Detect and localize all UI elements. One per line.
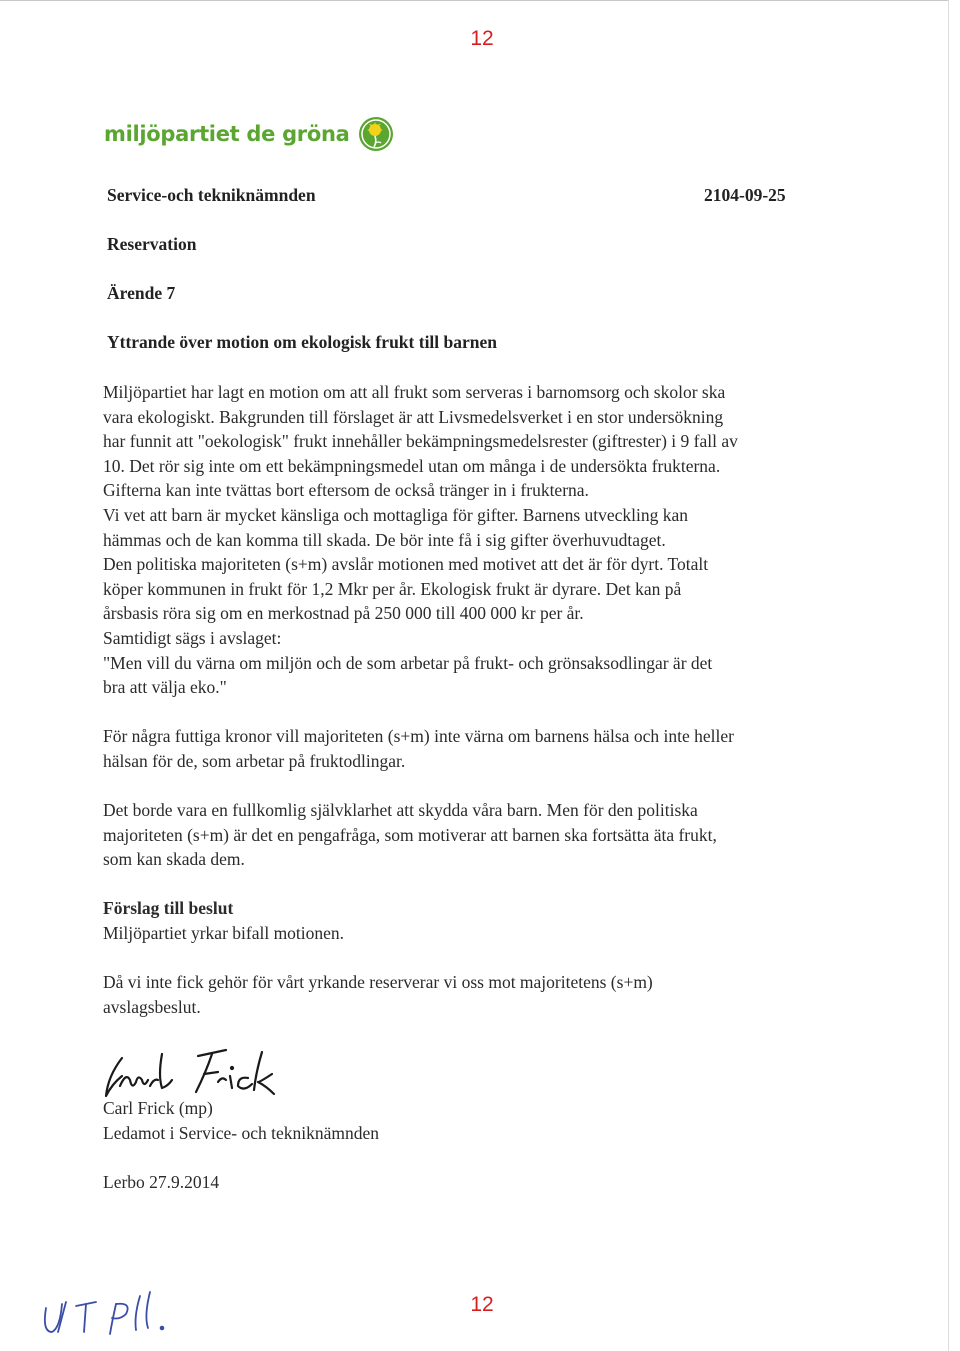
blank-line bbox=[103, 946, 863, 971]
proposal-text: Miljöpartiet yrkar bifall motionen. bbox=[103, 923, 345, 944]
logo-text: miljöpartiet de gröna bbox=[104, 122, 350, 146]
closing-line: avslagsbeslut. bbox=[103, 996, 201, 1017]
body-line: Det borde vara en fullkomlig självklarhet att skydda våra barn. Men för den politiska bbox=[103, 800, 698, 821]
blank-line bbox=[103, 872, 863, 897]
body-line: Vi vet att barn är mycket känsliga och mottagliga för gifter. Barnens utveckling kan bbox=[103, 504, 689, 525]
proposal-heading: Förslag till beslut bbox=[103, 898, 234, 919]
signer-role: Ledamot i Service- och tekniknämnden bbox=[103, 1122, 380, 1143]
document-type: Reservation bbox=[107, 234, 197, 254]
body-line: bra att välja eko." bbox=[103, 677, 227, 698]
body-line: köper kommunen in frukt för 1,2 Mkr per år. Ekologisk frukt är dyrare. Det kan på bbox=[103, 578, 682, 599]
page-right-border bbox=[948, 0, 949, 1351]
body-line: hämmas och de kan komma till skada. De bör inte få i sig gifter överhuvudtaget. bbox=[103, 529, 666, 550]
body-line: har funnit att "oekologisk" frukt innehåller bekämpningsmedelsrester (giftrester) i 9 fall av bbox=[103, 431, 738, 452]
body-line: som kan skada dem. bbox=[103, 849, 245, 870]
page-number-top: 12 bbox=[470, 27, 494, 50]
body-line: Den politiska majoriteten (s+m) avslår motionen med motivet att det är för dyrt. Totalt bbox=[103, 554, 709, 575]
body-line: Miljöpartiet har lagt en motion om att all frukt som serveras i barnomsorg och skolor ska bbox=[103, 382, 726, 402]
page-number-bottom: 12 bbox=[470, 1293, 494, 1316]
blank-line bbox=[103, 700, 863, 725]
document-date: 2104-09-25 bbox=[704, 185, 786, 205]
body-line: 10. Det rör sig inte om ett bekämpningsmedel utan om många i de undersökta frukterna. bbox=[103, 455, 721, 476]
subject-heading: Yttrande över motion om ekologisk frukt till barnen bbox=[107, 332, 498, 352]
signature-block bbox=[103, 1096, 863, 1194]
handwritten-initials bbox=[40, 1282, 190, 1342]
body-text bbox=[103, 380, 863, 1019]
signer-name: Carl Frick (mp) bbox=[103, 1098, 213, 1118]
body-line: årsbasis röra sig om en merkostnad på 250 000 till 400 000 kr per år. bbox=[103, 603, 584, 624]
committee-name: Service-och tekniknämnden bbox=[107, 185, 316, 205]
body-line: För några futtiga kronor vill majoriteten (s+m) inte värna om barnens hälsa och inte heller bbox=[103, 726, 734, 747]
body-line: "Men vill du värna om miljön och de som arbetar på frukt- och grönsaksodlingar är det bbox=[103, 652, 713, 673]
item-number: Ärende 7 bbox=[107, 283, 176, 303]
body-line: hälsan för de, som arbetar på fruktodlingar. bbox=[103, 750, 406, 771]
body-line: Samtidigt sägs i avslaget: bbox=[103, 627, 282, 648]
party-logo bbox=[104, 112, 396, 156]
closing-line: Då vi inte fick gehör för vårt yrkande reserverar vi oss mot majoritetens (s+m) bbox=[103, 972, 653, 993]
blank-line bbox=[103, 774, 863, 799]
body-line: vara ekologiskt. Bakgrunden till förslaget är att Livsmedelsverket i en stor undersökning bbox=[103, 406, 724, 427]
place-date: Lerbo 27.9.2014 bbox=[103, 1171, 220, 1192]
body-line: Gifterna kan inte tvättas bort eftersom de också tränger in i frukterna. bbox=[103, 480, 589, 501]
dandelion-sun-icon bbox=[356, 114, 396, 154]
body-line: majoriteten (s+m) är det en pengafråga, som motiverar att barnen ska fortsätta äta frukt, bbox=[103, 824, 717, 845]
page-top-border bbox=[0, 0, 948, 1]
blank-line bbox=[103, 1145, 863, 1170]
